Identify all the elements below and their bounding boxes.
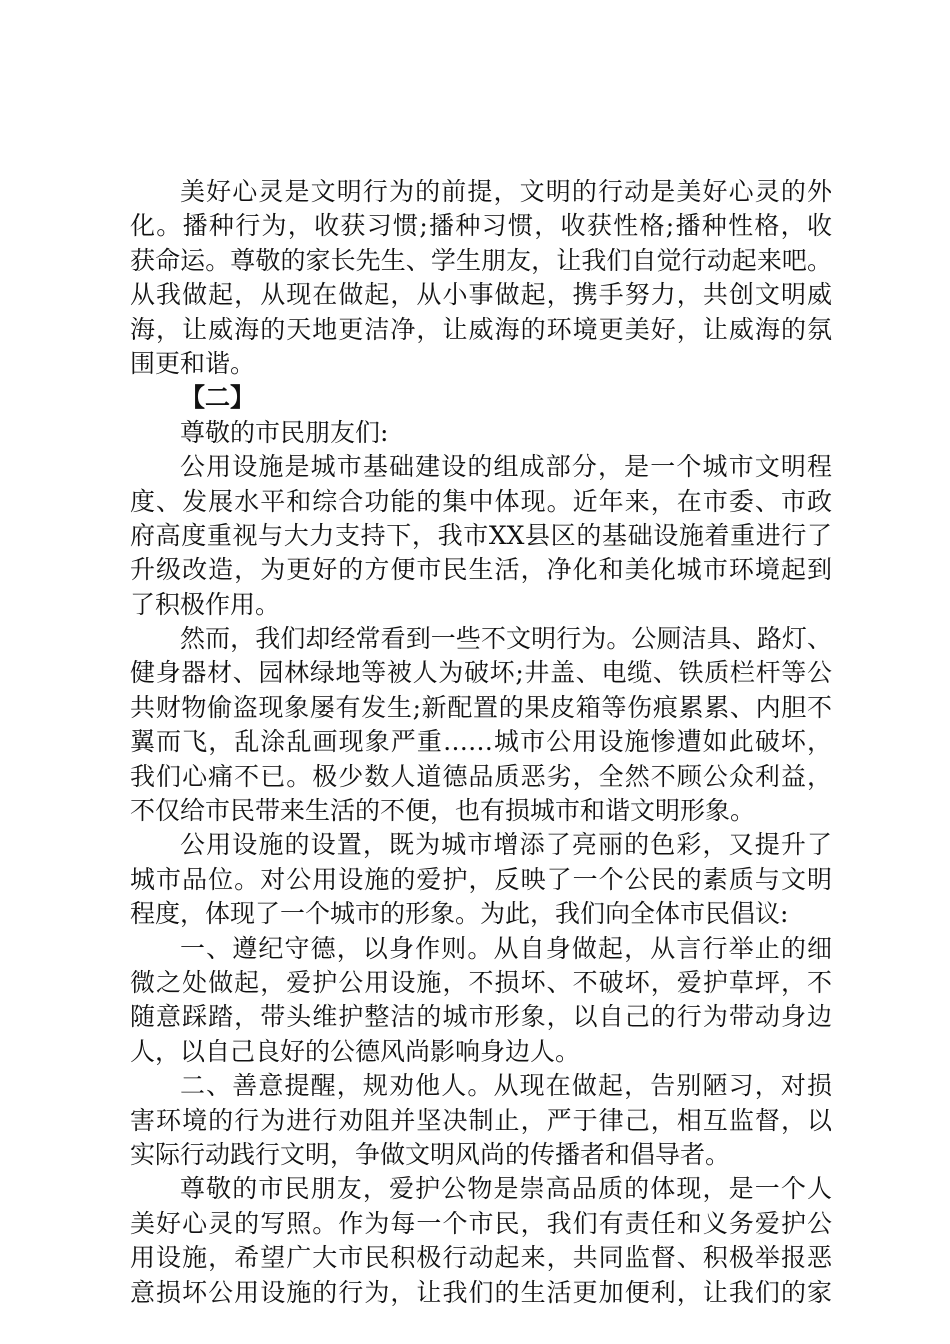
text-line: 公用设施的设置，既为城市增添了亮丽的色彩，又提升了: [180, 830, 832, 860]
text-line: 健身器材、园林绿地等被人为破坏;井盖、电缆、铁质栏杆等公: [130, 658, 832, 688]
text-line: 一、遵纪守德，以身作则。从自身做起，从言行举止的细: [180, 933, 832, 963]
text-line: 尊敬的市民朋友们:: [180, 417, 389, 447]
text-line: 翼而飞，乱涂乱画现象严重……城市公用设施惨遭如此破坏，: [130, 727, 832, 757]
text-line: 化。播种行为，收获习惯;播种习惯，收获性格;播种性格，收: [130, 211, 832, 241]
text-line: 美好心灵是文明行为的前提，文明的行动是美好心灵的外: [180, 177, 832, 206]
text-line: 城市品位。对公用设施的爱护，反映了一个公民的素质与文明: [130, 864, 832, 894]
text-line: 人，以自己良好的公德风尚影响身边人。: [130, 1036, 581, 1066]
text-line: 用设施，希望广大市民积极行动起来，共同监督、积极举报恶: [130, 1243, 832, 1273]
text-line: 微之处做起，爱护公用设施，不损坏、不破坏，爱护草坪，不: [130, 967, 832, 997]
text-line: 美好心灵的写照。作为每一个市民，我们有责任和义务爱护公: [130, 1208, 832, 1238]
text-line: 围更和谐。: [130, 348, 256, 378]
text-line: 害环境的行为进行劝阻并坚决制止，严于律己，相互监督，以: [130, 1105, 832, 1135]
section-heading: 【二】: [180, 383, 256, 413]
text-line: 度、发展水平和综合功能的集中体现。近年来，在市委、市政: [130, 486, 832, 516]
text-line: 升级改造，为更好的方便市民生活，净化和美化城市环境起到: [130, 555, 832, 585]
text-line: 意损坏公用设施的行为，让我们的生活更加便利，让我们的家: [130, 1277, 832, 1307]
text-line: 了积极作用。: [130, 589, 281, 619]
text-line: 二、善意提醒，规劝他人。从现在做起，告别陋习，对损: [180, 1071, 832, 1101]
text-line: 随意踩踏，带头维护整洁的城市形象，以自己的行为带动身边: [130, 1002, 832, 1032]
text-line: 我们心痛不已。极少数人道德品质恶劣，全然不顾公众利益，: [130, 761, 832, 791]
text-line: 实际行动践行文明，争做文明风尚的传播者和倡导者。: [130, 1139, 731, 1169]
text-line: 共财物偷盗现象屡有发生;新配置的果皮箱等伤痕累累、内胆不: [130, 692, 832, 722]
document-body: [130, 175, 832, 1310]
text-line: 不仅给市民带来生活的不便，也有损城市和谐文明形象。: [130, 796, 756, 826]
text-line: 从我做起，从现在做起，从小事做起，携手努力，共创文明威: [130, 280, 832, 310]
text-line: 获命运。尊敬的家长先生、学生朋友，让我们自觉行动起来吧。: [130, 245, 832, 275]
text-line: 尊敬的市民朋友，爱护公物是崇高品质的体现，是一个人: [180, 1174, 832, 1204]
text-line: 公用设施是城市基础建设的组成部分，是一个城市文明程: [180, 452, 832, 482]
text-line: 府高度重视与大力支持下，我市XX县区的基础设施着重进行了: [130, 520, 832, 550]
text-line: 程度，体现了一个城市的形象。为此，我们向全体市民倡议:: [130, 899, 789, 929]
text-line: 海，让威海的天地更洁净，让威海的环境更美好，让威海的氛: [130, 314, 832, 344]
text-line: 然而，我们却经常看到一些不文明行为。公厕洁具、路灯、: [180, 624, 832, 654]
